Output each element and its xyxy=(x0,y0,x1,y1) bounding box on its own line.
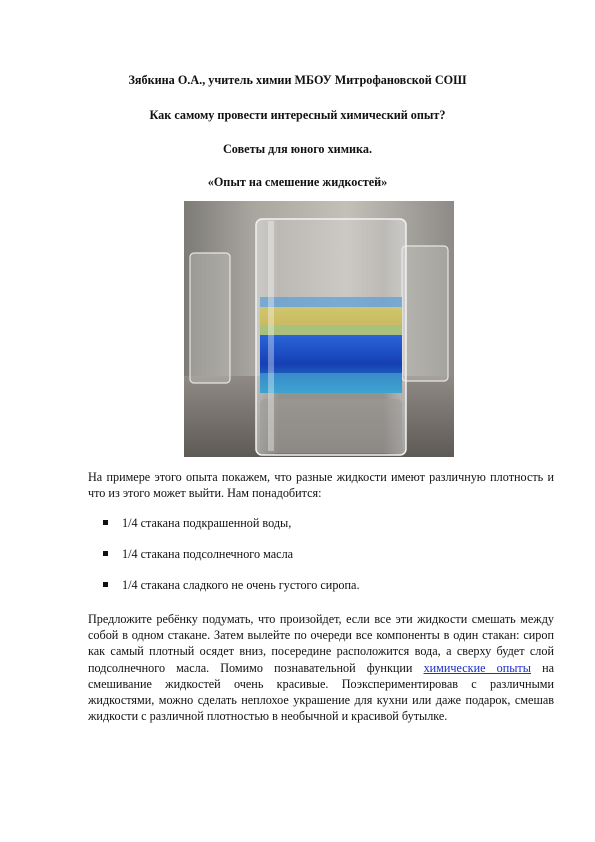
subtitle-heading: Советы для юного химика. xyxy=(223,142,372,156)
list-item xyxy=(102,515,542,546)
list-item xyxy=(102,546,542,577)
experiment-title: «Опыт на смешение жидкостей» xyxy=(207,175,388,189)
layered-liquids-photo xyxy=(184,201,454,457)
background-glass-left xyxy=(190,253,230,383)
bullet-square-icon xyxy=(103,582,108,587)
syrup-layer xyxy=(260,373,402,393)
author-line: Зябкина О.А., учитель химии МБОУ Митрофановской СОШ xyxy=(128,73,467,87)
chemistry-experiments-link[interactable]: химические опыты xyxy=(423,660,531,675)
list-item xyxy=(102,577,542,608)
list-item-text: 1/4 стакана подсолнечного масла xyxy=(122,547,294,561)
intro-paragraph: На примере этого опыта покажем, что разные жидкости имеют различную плотность и что из этого может выйти. Нам понадобится: xyxy=(88,470,554,501)
glass-highlight xyxy=(268,221,274,451)
green-boundary xyxy=(260,325,402,335)
body-paragraph xyxy=(88,611,554,724)
bullet-square-icon xyxy=(103,520,108,525)
question-heading: Как самому провести интересный химический опыт? xyxy=(149,108,446,122)
body-text-start: Предложите ребёнку подумать, что произойдет, если все эти жидкости смешать между собой в одном стакане. Затем вылейте по очереди все компоненты в один стакан: сироп как самый плотный осядет вниз, посередине расположится вода, а сверху будет слой подсолнечного масла. Помимо познавательной функции xyxy=(88,612,554,675)
ingredients-list xyxy=(102,515,542,608)
bullet-square-icon xyxy=(103,551,108,556)
background-glass-right xyxy=(402,246,448,381)
list-item-text: 1/4 стакана сладкого не очень густого сиропа. xyxy=(122,578,360,592)
body-text-end: на смешивание жидкостей очень красивые. Поэкспериментировав с различными жидкостями, можно сделать неплохое украшение для кухни или даже подарок, смешав жидкости с различной плотностью в необычной и красивой бутылке. xyxy=(88,660,554,724)
top-blue-layer xyxy=(260,297,402,307)
list-item-text: 1/4 стакана подкрашенной воды, xyxy=(122,516,292,530)
